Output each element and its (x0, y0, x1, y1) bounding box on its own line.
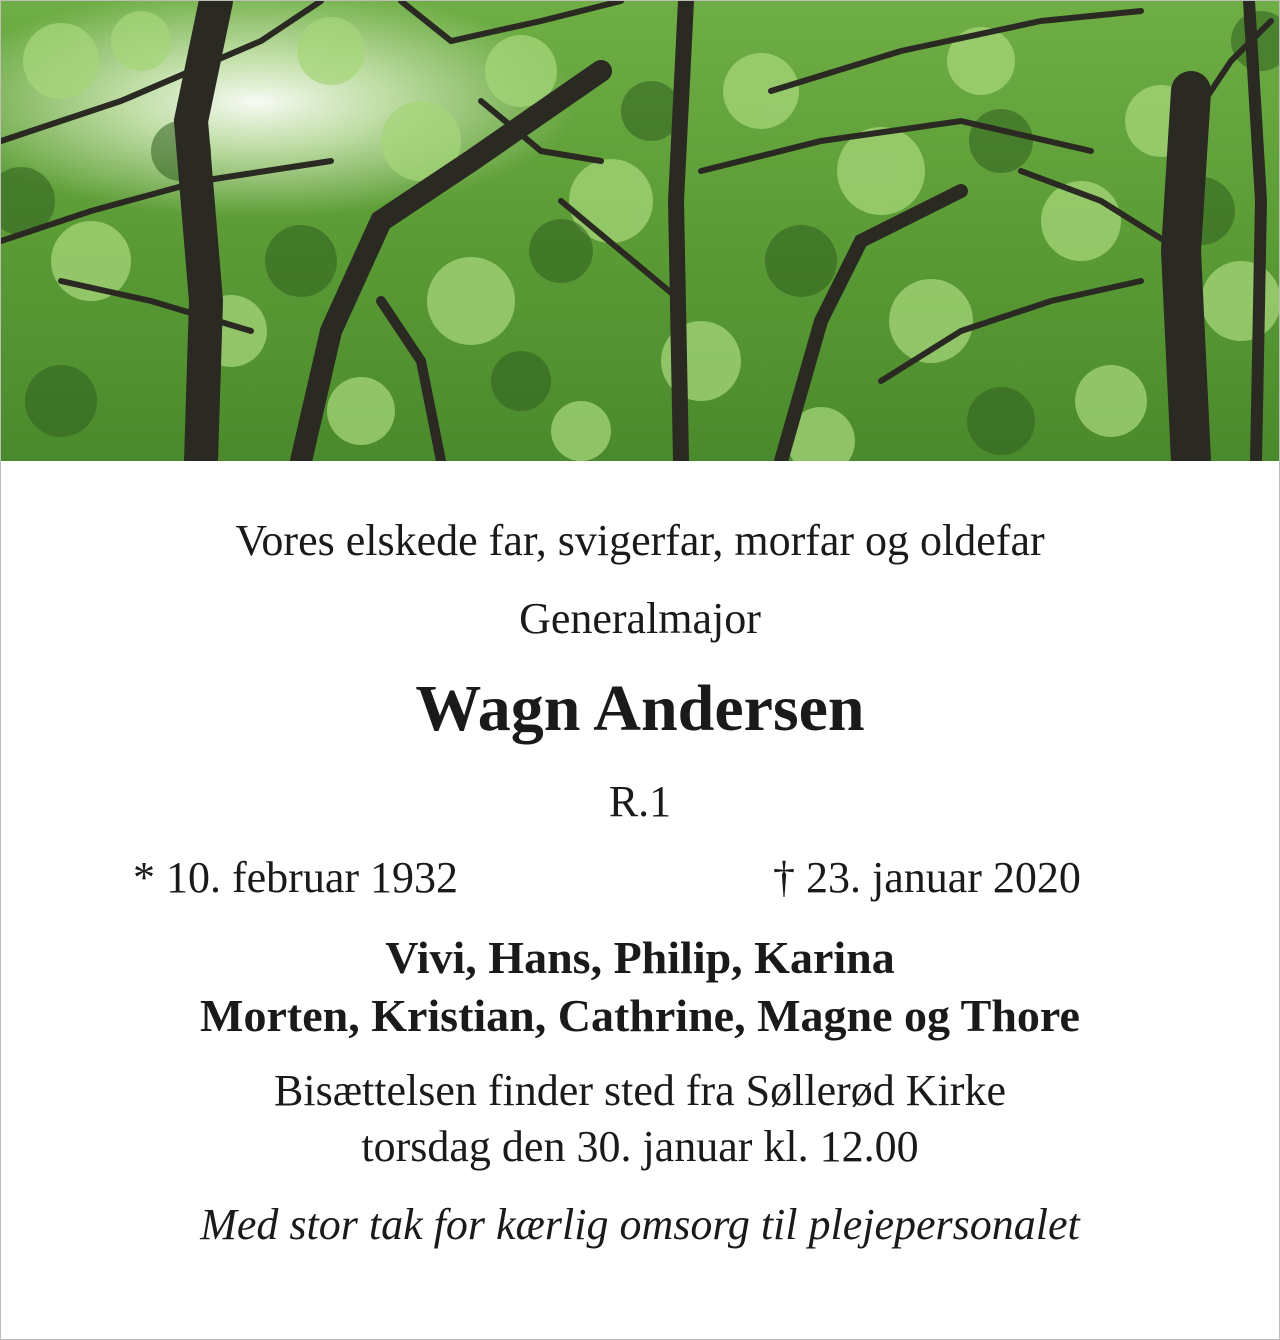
forest-illustration (1, 1, 1279, 461)
rank-title: Generalmajor (519, 594, 761, 643)
funeral-service-line-1: Bisættelsen finder sted fra Søllerød Kirke (274, 1066, 1006, 1115)
family-names-line-2: Morten, Kristian, Cathrine, Magne og Thore (200, 990, 1080, 1041)
deceased-name: Wagn Andersen (415, 672, 865, 745)
funeral-service-line-2: torsdag den 30. januar kl. 12.00 (361, 1122, 919, 1171)
birth-date: * 10. februar 1932 (133, 853, 459, 902)
thanks-line: Med stor tak for kærlig omsorg til plejepersonalet (200, 1200, 1080, 1249)
order-decoration: R.1 (608, 777, 672, 826)
death-date: † 23. januar 2020 (773, 853, 1081, 902)
forest-photo (1, 1, 1279, 461)
family-names-line-1: Vivi, Hans, Philip, Karina (385, 932, 895, 983)
intro-line: Vores elskede far, svigerfar, morfar og oldefar (235, 516, 1045, 565)
